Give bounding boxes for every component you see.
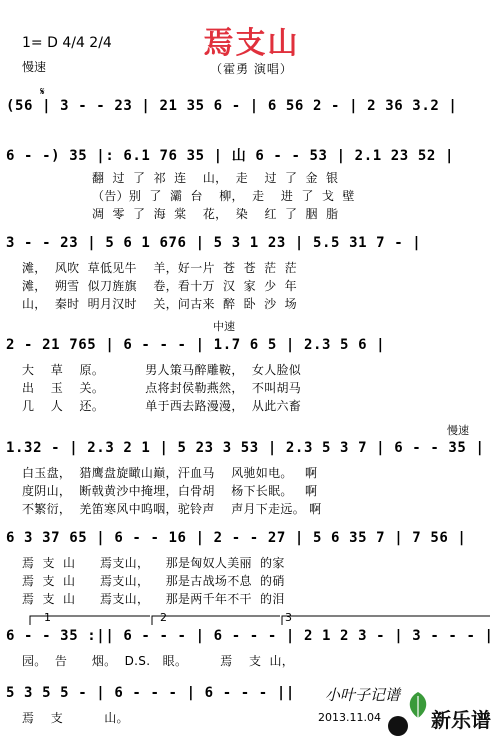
key-signature: 1= D 4/4 2/4 xyxy=(22,35,112,51)
volta-3: 3 xyxy=(285,611,292,624)
notation-row: 6 3 37 65 | 6 - - 16 | 2 - - 27 | 5 6 35 7 | 7 56 | xyxy=(6,530,467,546)
segno-icon: 𝄋 xyxy=(40,85,45,98)
tempo-marking: 慢速 xyxy=(22,60,47,74)
lyric-line: 白玉盘， 猎鹰盘旋瞰山巅，汗血马 风驰如电。 啊 xyxy=(22,466,318,480)
transcriber-signature: 小叶子记谱 xyxy=(325,686,401,704)
volta-1: 1 xyxy=(44,611,51,624)
volta-bracket-3 xyxy=(282,616,490,625)
notation-row: 1.32 - | 2.3 2 1 | 5 23 3 53 | 2.3 5 3 7 | 6 - - 35 | xyxy=(6,440,485,456)
lyric-line: 不繁衍， 羌笛寒风中呜咽，驼铃声 声月下走远。 啊 xyxy=(22,502,322,516)
notation-row: (56 | 3 - - 23 | 21 35 6 - | 6 56 2 - | 2 36 3.2 | xyxy=(6,98,458,114)
tempo-change-mid: 中速 xyxy=(213,320,235,333)
lyric-line: 度阴山， 断戟黄沙中掩埋，白骨胡 杨下长眠。 啊 xyxy=(22,484,318,498)
lyric-line: 出 玉 关。 点将封侯勒燕然， 不叫胡马 xyxy=(22,381,302,395)
lyric-line: 滩， 风吹 草低见牛 羊，好一片 苍 苍 茫 茫 xyxy=(22,261,297,275)
lyric-line: 大 草 原。 男人策马醉雕鞍， 女人脸似 xyxy=(22,363,302,377)
lyric-line: 几 人 还。 单于西去路漫漫， 从此六畜 xyxy=(22,399,302,413)
lyric-line: 山， 秦时 明月汉时 关，问古来 醉 卧 沙 场 xyxy=(22,297,297,311)
lyric-line: 翻 过 了 祁 连 山， 走 过 了 金 银 xyxy=(92,171,339,185)
leaf-logo-icon xyxy=(405,690,431,720)
lyric-line: 焉 支 山 焉支山， 那是古战场不息 的硝 xyxy=(22,574,285,588)
lyric-line: 焉 支 山。 xyxy=(22,711,129,725)
lyric-line: 滩， 朔雪 似刀旌旗 卷，看十万 汉 家 少 年 xyxy=(22,279,297,293)
transcription-date: 2013.11.04 xyxy=(318,711,381,724)
lyric-line: 焉 支 山 焉支山， 那是两千年不干 的泪 xyxy=(22,592,285,606)
lyric-line: 焉 支 山 焉支山， 那是匈奴人美丽 的家 xyxy=(22,556,285,570)
notation-row: 3 - - 23 | 5 6 1 676 | 5 3 1 23 | 5.5 31 7 - | xyxy=(6,235,422,251)
page-title: 焉支山 xyxy=(203,26,300,61)
lyric-line: 凋 零 了 海 棠 花， 染 红 了 胭 脂 xyxy=(92,207,339,221)
tempo-change-slow: 慢速 xyxy=(447,424,469,437)
vinyl-icon xyxy=(388,716,408,736)
singer-credit: （霍勇 演唱） xyxy=(210,62,293,76)
lyric-line: （告）别 了 灞 台 柳， 走 进 了 戈 壁 xyxy=(92,189,355,203)
notation-row: 6 - -) 35 |: 6.1 76 35 | 山 6 - - 53 | 2.1 23 52 | xyxy=(6,148,454,164)
volta-bracket-1 xyxy=(30,616,150,625)
volta-bracket-2 xyxy=(152,616,280,625)
notation-row: 5 3 5 5 - | 6 - - - | 6 - - - || xyxy=(6,685,295,701)
volta-2: 2 xyxy=(160,611,167,624)
notation-row: 2 - 21 765 | 6 - - - | 1.7 6 5 | 2.3 5 6 | xyxy=(6,337,386,353)
brand-logo: 新乐谱 xyxy=(431,708,491,732)
lyric-line: 园。 告 烟。 D.S. 眼。 焉 支 山， xyxy=(22,654,295,668)
notation-row: 6 - - 35 :|| 6 - - - | 6 - - - | 2 1 2 3 - | 3 - - - | xyxy=(6,628,494,644)
